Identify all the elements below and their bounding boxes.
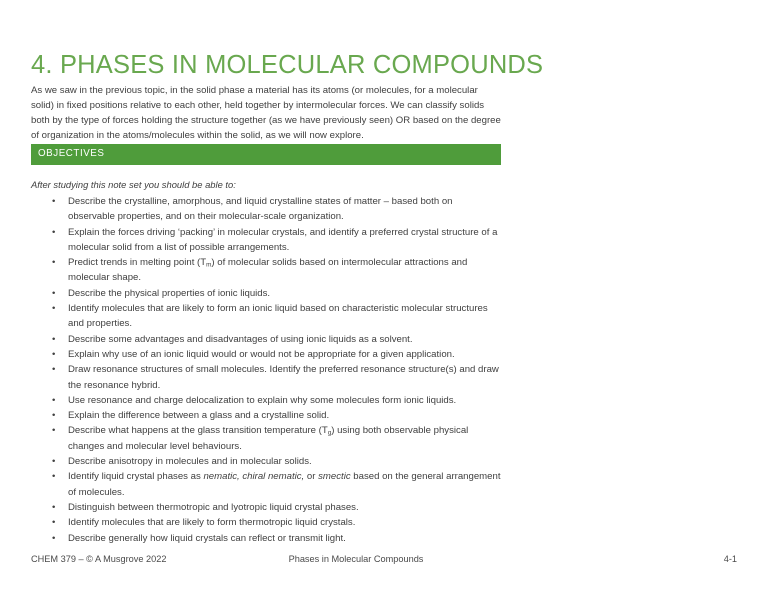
footer-course-copyright: CHEM 379 – © A Musgrove 2022: [31, 554, 167, 564]
objective-text-run: Identify liquid crystal phases as: [68, 471, 204, 483]
objective-text: [68, 227, 497, 253]
objective-text-run: smectic: [318, 471, 351, 483]
objective-list-item: [31, 454, 501, 469]
bullet-icon: •: [52, 517, 56, 529]
bullet-icon: •: [52, 196, 56, 207]
bullet-icon: •: [52, 456, 56, 468]
footer-page-number: 4-1: [723, 554, 737, 564]
intro-paragraph: As we saw in the previous topic, in the solid phase a material has its atoms (or molecules, for a molecular solid) in fixed positions relative to each other, held together by intermolecular forces. We can classify solids both by the type of forces holding the structure together (as we have previously seen) OR based on the degree of organization in the atoms/molecules within the solid, as we will now explore.: [31, 84, 501, 142]
objective-text: [68, 502, 359, 513]
objective-list-item: [31, 362, 501, 393]
objective-text-run: m: [206, 261, 212, 269]
objective-list-item: [31, 500, 501, 515]
bullet-icon: •: [52, 410, 56, 422]
objectives-list: [31, 194, 501, 546]
page-footer: [0, 554, 768, 574]
objective-list-item: [31, 286, 501, 301]
objective-list-item: [31, 332, 501, 347]
objective-list-item: [31, 347, 501, 362]
bullet-icon: •: [52, 364, 56, 376]
bullet-icon: •: [52, 348, 56, 360]
objective-text-run: Describe what happens at the glass transition temperature (T: [68, 425, 328, 437]
objective-text: [68, 395, 456, 406]
bullet-icon: •: [52, 303, 56, 315]
objective-list-item: [31, 255, 501, 286]
objective-list-item: [31, 225, 501, 256]
objective-text: [68, 456, 312, 467]
bullet-icon: •: [52, 394, 56, 406]
objective-text: [68, 517, 355, 528]
objective-text-run: Describe the physical properties of ionic liquids.: [68, 287, 271, 299]
objective-text-run: nematic, chiral nematic,: [203, 471, 305, 483]
bullet-icon: •: [52, 333, 56, 345]
objective-text: [68, 257, 467, 283]
objective-text-run: Use resonance and charge delocalization to explain why some molecules form ionic liquids.: [68, 394, 457, 406]
objective-text: [68, 410, 329, 421]
objective-text-run: Explain the difference between a glass and a crystalline solid.: [68, 410, 330, 422]
objective-text-run: or: [304, 471, 319, 483]
objective-text-run: Identify molecules that are likely to form thermotropic liquid crystals.: [68, 517, 356, 529]
objectives-lead-in: After studying this note set you should be able to:: [31, 179, 236, 191]
objective-text-run: Describe the crystalline, amorphous, and liquid crystalline states of matter – based both on observable properties, and on their molecular-scale organization.: [68, 196, 453, 223]
objective-text-run: g: [327, 429, 332, 437]
bullet-icon: •: [52, 471, 56, 483]
objectives-heading-label: OBJECTIVES: [38, 148, 105, 159]
objective-text-run: Distinguish between thermotropic and lyotropic liquid crystal phases.: [68, 501, 359, 513]
bullet-icon: •: [52, 501, 56, 513]
objective-text-run: Identify molecules that are likely to form an ionic liquid based on characteristic molecular structures and properties.: [68, 303, 488, 330]
objective-text: [68, 196, 453, 222]
objective-list-item: [31, 301, 501, 332]
bullet-icon: •: [52, 226, 56, 238]
footer-section-title: Phases in Molecular Compounds: [288, 554, 424, 564]
objective-text-run: based on the general arrangement of molecules.: [68, 471, 501, 498]
bullet-icon: •: [52, 257, 56, 269]
objective-text: [68, 533, 346, 544]
objective-text: [68, 349, 455, 360]
objective-text: [68, 334, 413, 345]
bullet-icon: •: [52, 287, 56, 299]
objective-text: [68, 425, 468, 451]
objective-text: [68, 364, 499, 390]
objective-list-item: [31, 531, 501, 546]
objectives-heading-bar: [31, 144, 501, 165]
objective-text-run: Describe some advantages and disadvantages of using ionic liquids as a solvent.: [68, 333, 413, 345]
objective-text: [68, 471, 501, 497]
page-title: 4. PHASES IN MOLECULAR COMPOUNDS: [31, 51, 544, 80]
objective-list-item: [31, 393, 501, 408]
bullet-icon: •: [52, 425, 56, 437]
objective-text-run: Explain why use of an ionic liquid would or would not be appropriate for a given application.: [68, 348, 455, 360]
objective-list-item: [31, 423, 501, 454]
objective-text-run: Predict trends in melting point (T: [68, 257, 207, 269]
objective-list-item: [31, 515, 501, 530]
objective-text: [68, 288, 270, 299]
objective-text-run: Describe anisotropy in molecules and in molecular solids.: [68, 456, 312, 468]
objective-text-run: ) of molecular solids based on intermolecular attractions and molecular shape.: [68, 257, 468, 284]
objective-list-item: [31, 408, 501, 423]
objective-text: [68, 303, 488, 329]
objective-list-item: [31, 469, 501, 500]
objective-text-run: Draw resonance structures of small molecules. Identify the preferred resonance structure(s) and draw the resonance hybrid.: [68, 364, 499, 391]
objective-text-run: ) using both observable physical changes and molecular level behaviours.: [68, 425, 469, 452]
objective-text-run: Describe generally how liquid crystals can reflect or transmit light.: [68, 532, 346, 544]
objective-text-run: Explain the forces driving ‘packing’ in molecular crystals, and identify a preferred crystal structure of a molecular solid from a list of possible arrangements.: [68, 226, 498, 253]
objective-list-item: [31, 194, 501, 225]
bullet-icon: •: [52, 532, 56, 544]
